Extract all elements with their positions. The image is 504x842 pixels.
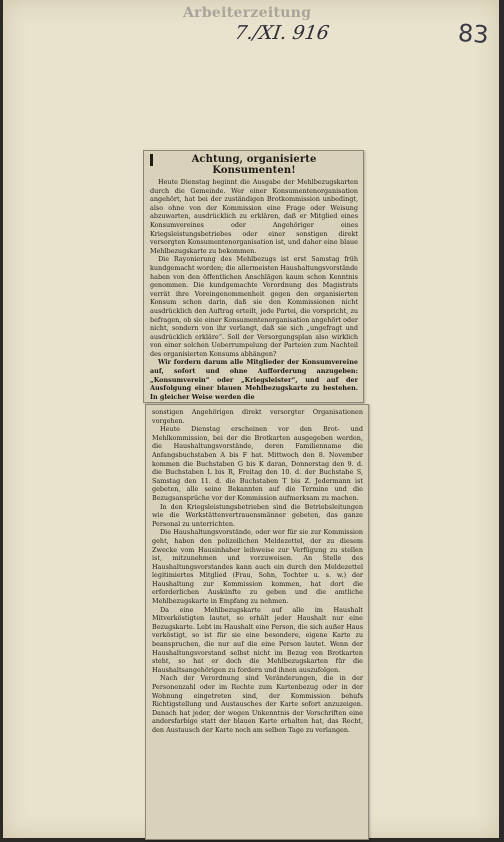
article-headline: Achtung, organisierte Konsumenten! bbox=[191, 154, 317, 176]
article-paragraph: Die Haushaltungsvorstände, oder wer für sie zur Kommission geht, haben den polizeilichen Meldezettel, der zu diesem Zwecke vom Hausinhaber leihweise zur Verfügung zu stellen ist, mitzunehmen und vorzuweisen. An Stelle des Haushaltungsvorstandes kann auch ein durch den Meldezettel legitimiertes Mitglied (Frau, Sohn, Tochter u. s. w.) der Haushaltung zur Kommission kommen, hat dort die erforderlichen Auskünfte zu geben und die amtliche Mehlbezugskarte in Empfang zu nehmen. bbox=[152, 528, 363, 606]
article-paragraph: In den Kriegsleistungsbetrieben sind die Betriebsleitungen wie die Werkstättenvertrauensmänner gebeten, das ganze Personal zu unterrichten. bbox=[152, 502, 363, 528]
archive-sheet bbox=[3, 0, 499, 838]
clipping-part-1 bbox=[143, 150, 364, 403]
headline-marker bbox=[150, 154, 153, 166]
article-paragraph: Wir fordern darum alle Mitglieder der Konsumvereine auf, sofort und ohne Aufforderung anzugeben: „Konsumverein“ oder „Kriegsleister“, und auf der Ausfolgung einer blauen Mehlbezugskarte zu bestehen. In gleicher Weise werden die bbox=[150, 358, 358, 401]
newspaper-stamp: Arbeiterzeitung bbox=[183, 5, 312, 21]
article-paragraph: Die Rayonierung des Mehlbezugs ist erst Samstag früh kundgemacht worden; die allermeisten Haushaltungsvorstände haben von den öffentlichen Anschlägen kaum schon Kenntnis genommen. Die kundgemachte Verordnung des Magistrats verrät ihre Voreingenommenheit gegen den organisierten Konsum schon darin, daß sie den Kommissionen nicht ausdrücklich den Auftrag erteilt, jede Partei, die vorspricht, zu befragen, ob sie einer Konsumentenorganisation angehört oder nicht, sondern von ihr verlangt, daß sie sich „ungefragt und ausdrücklich erkläre“. Soll der Versorgungsplan also wirklich von einer solchen Ueberrumpelung der Parteien zum Nachteil des organisierten Konsums abhängen? bbox=[150, 255, 358, 358]
handwritten-date: 7./XI. 916 bbox=[233, 22, 331, 44]
article-paragraph: Da eine Mehlbezugskarte auf alle im Haushalt Mitverköstigten lautet, so erhält jeder Haushalt nur eine Bezugskarte. Lebt im Haushalt eine Person, die sich außer Haus verköstigt, so ist für sie eine besondere, eigene Karte zu beanspruchen, die nur auf die eine Person lautet. Wenn der Haushaltungsvorstand selbst nicht im Bezug von Brotkarten steht, so hat er doch die Mehlbezugskarten für die Haushaltsangehörigen zu fordern und ihnen auszufolgen. bbox=[152, 605, 363, 674]
article-paragraph: sonstigen Angehörigen direkt versorgter Organisationen vorgehen. bbox=[152, 408, 363, 425]
handwritten-page-number: 83 bbox=[457, 18, 490, 50]
article-paragraph: Nach der Verordnung sind Veränderungen, die in der Personenzahl oder im Rechte zum Kartenbezug oder in der Wohnung eingetreten sind, der Kommission behufs Richtigstellung und Austausches der Karte sofort anzuzeigen. Danach hat jeder, der wegen Unkenntnis der Vorschriften eine andersfarbige statt der blauen Karte erhalten hat, das Recht, den Austausch der Karte noch am selben Tage zu verlangen. bbox=[152, 674, 363, 734]
clipping-part-2 bbox=[145, 404, 369, 840]
article-paragraph: Heute Dienstag beginnt die Ausgabe der Mehlbezugskarten durch die Gemeinde. Wer einer Konsumentenorganisation angehört, hat bei der zuständigen Brotkommission unbedingt, also ohne von der Kommission eine Frage oder Weisung abzuwarten, ausdrücklich zu erklären, daß er Mitglied eines Konsumvereines oder Angehöriger eines Kriegsleistungsbetriebes oder einer sonstigen direkt versorgten Konsumentenorganisation ist, und daher eine blaue Mehlbezugskarte zu bekommen. bbox=[150, 178, 358, 255]
article-paragraph: Heute Dienstag erscheinen vor den Brot- und Mehlkommission, bei der die Brotkarten ausgegeben werden, die Haushaltungsvorstände, deren Familienname die Anfangsbuchstaben A bis F hat. Mittwoch den 8. November kommen die Buchstaben G bis K daran, Donnerstag den 9. d. die Buchstaben L bis R, Freitag den 10. d. der Buchstabe S, Samstag den 11. d. die Buchstaben T bis Z. Jedermann ist gebeten, alle seine Bekannten auf die Termine und die Bezugsansprüche vor der Kommission aufmerksam zu machen. bbox=[152, 425, 363, 502]
